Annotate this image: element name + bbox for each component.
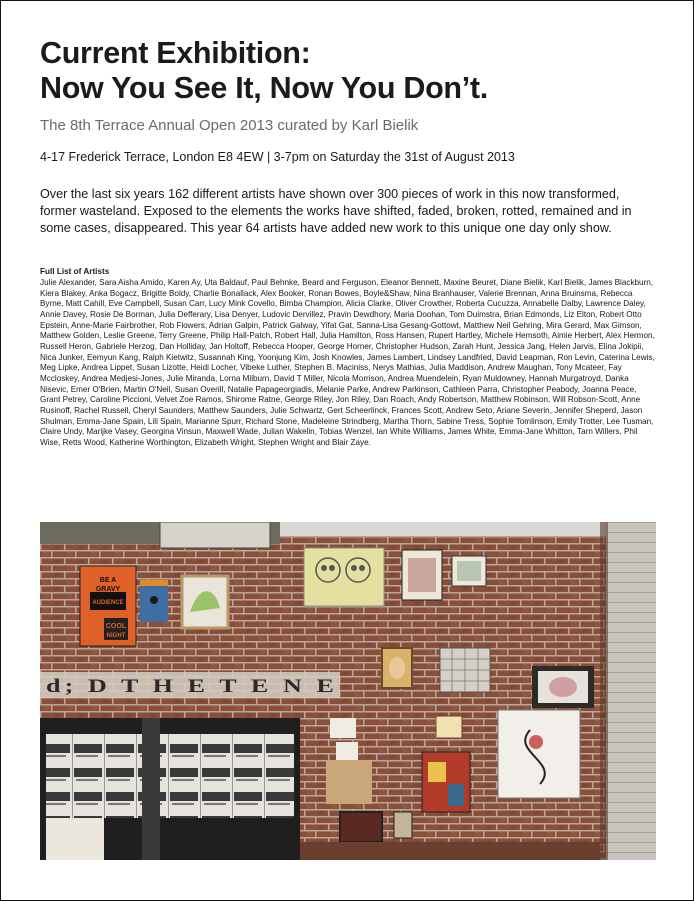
poster-line-1: BE A xyxy=(99,577,117,584)
bird-box xyxy=(140,580,168,622)
hanging-sign xyxy=(160,522,270,548)
skull-drawing xyxy=(304,548,384,606)
posters-right xyxy=(160,734,294,818)
poster-line-4: COOL xyxy=(105,623,127,630)
subtitle: The 8th Terrace Annual Open 2013 curated by Karl Bielik xyxy=(40,117,419,134)
poster-line-2: GRAVY xyxy=(95,586,121,593)
wall-lettering: d; D T H E T E N E xyxy=(46,676,338,697)
dark-frame-bottom xyxy=(340,812,382,842)
title-line-2: Now You See It, Now You Don’t. xyxy=(40,71,488,105)
figure-drawing xyxy=(498,710,580,798)
right-wall xyxy=(606,522,656,860)
pastel-print-2-inner xyxy=(457,561,481,581)
ground-strip xyxy=(300,842,600,860)
posters-left xyxy=(46,734,142,818)
artist-list: Julie Alexander, Sara Aisha Amido, Karen Ay, Uta Baldauf, Paul Behnke, Beard and Ferguson, Eleanor Bennett, Maxine Beuret, Diane Bielik, Karl Bielik, James Blackburn, Kiera Blakey, Anka Bogacz, Brigitte Boldy, Charlie Bonallack, Alex Booker, Ronan Bowes, Boyle&Shaw, Nina Branhauser, Valerie Brennan, Anna Bruinsma, Rebecca Byrne, Matt Cahill, Eve Campbell, Susan Carr, Lucy Mink Covello, Bimba Champion, Alicia Clarke, Oliver Crowther, Roberta Cucuzza, Annabelle Dalby, Lawrence Daley, Annie Davey, Rosie De Borman, Julia Defferary, Lisa Denyer, Ludovic Dervillez, Pravin Dewdhory, Maria Doohan, Tom Duimstra, Brian Edmonds, Liz Elton, Robert Otto Epstein, Anne-Marie Fairbrother, Rob Flowers, Adrian Galpin, Patrick Galway, Yifat Gat, Sanna-Lisa Gesang-Gottowt, Matthew Neil Gehring, Mira Gerard, Max Gimson, Matthew Golden, Leslie Greene, Terry Greene, Philip Hall-Patch, Robert Hall, Julia Hamilton, Ross Hansen, Rupert Hartley, Michele Hemsoth, Aimie Herbert, Alex Hermon, Russell Heron, Gabriele Herzog, Dan Holliday, Jan Holtoff, Rebecca Hooper, George Horner, Christopher Hudson, Zarah Hunt, Jessica Jang, Helen Jarvis, Elina Jokipii, Nica Junker, Eemyun Kang, Ralph Kietwitz, Susannah King, Yoonjung Kim, Josh Knowles, James Lambert, Lindsey Landfried, David Leapman, Ron Levin, Caterina Lewis, Meg Lipke, Andrea Lippet, Susan Lizotte, Heidi Locher, Vibeke Luther, Stephen B. Maciniss, Nerys Mathias, Julia Maddison, Andrew Maughan, Tony Mcateer, Fay Mccloskey, Andrea Medjesi-Jones, Julie Miranda, Lorna Milburn, David T Miller, Nicola Morrison, Andrea Muendelein, Ryan Muldowney, Hannah Murgatroyd, Danka Nisevic, Emer O'Brien, Martin O'Neil, Susan Overill, Natalie Papageorgiadis, Melanie Parke, Andrew Parkinson, Cathleen Parra, Christopher Peabody, Joanna Peace, Grant Petrey, Caroline Piccioni, Velvet Zoe Ramos, Shirome Ratne, George Riley, Jon Riley, Dan Roach, Andy Robertson, Matthew Robinson, Will Robson-Scott, Anne Rusinoff, Rachel Russell, Cheryl Saunders, Matthew Saunders, Julie Schwartz, Gert Scheerlinck, Frances Scott, Andrew Seto, Ariane Severin, Jennifer Sheperd, Jason Shulman, Emma-Jane Spain, Lili Spain, Marianne Spurr, Richard Stone, Madeleine Strindberg, Martha Thorn, Sabine Tress, Sophie Tomlinson, Emily Trotter, Lee Tusman, Claire Undy, Marijke Vasey, Georgina Vinsun, Maxwell Wade, Julian Wakelin, Tobias Wenzel, Ian White Williams, James White, Emma-Jane Whitton, Tarn Willers, Phil Wise, Retts Wood, Katherine Worthington, Elizabeth Wright, Stephen Wright and Blair Zaye. xyxy=(40,278,655,447)
framed-drawing-right xyxy=(532,666,594,708)
poster-line-5: NIGHT xyxy=(106,633,126,639)
artist-list-heading: Full List of Artists xyxy=(40,267,110,276)
poster-line-3: AUDIENCE xyxy=(92,600,124,606)
pasted-notice xyxy=(46,818,104,860)
yellow-card xyxy=(436,716,462,738)
right-wall-shadow xyxy=(600,522,608,860)
colourful-painting xyxy=(422,752,470,812)
portrait-painting xyxy=(382,648,412,688)
title-line-1: Current Exhibition: xyxy=(40,36,311,70)
small-frame-bottom xyxy=(394,812,412,838)
page-title xyxy=(40,36,660,106)
green-painting xyxy=(182,576,228,628)
pastel-print-1-inner xyxy=(408,558,436,592)
venue-details: 4-17 Frederick Terrace, London E8 4EW | 3-7pm on Saturday the 31st of August 2013 xyxy=(40,150,515,164)
grid-canvas xyxy=(440,648,490,692)
intro-paragraph: Over the last six years 162 different artists have shown over 300 pieces of work in this now transformed, former wasteland. Exposed to the elements the works have shifted, faded, broken, rotted, remained and in some cases, disappeared. This year 64 artists have added new work to this unique one day only show. xyxy=(40,187,632,235)
door-frame xyxy=(142,718,160,860)
tan-panel xyxy=(326,760,372,804)
exhibition-photo xyxy=(40,522,656,860)
orange-poster xyxy=(80,566,136,646)
